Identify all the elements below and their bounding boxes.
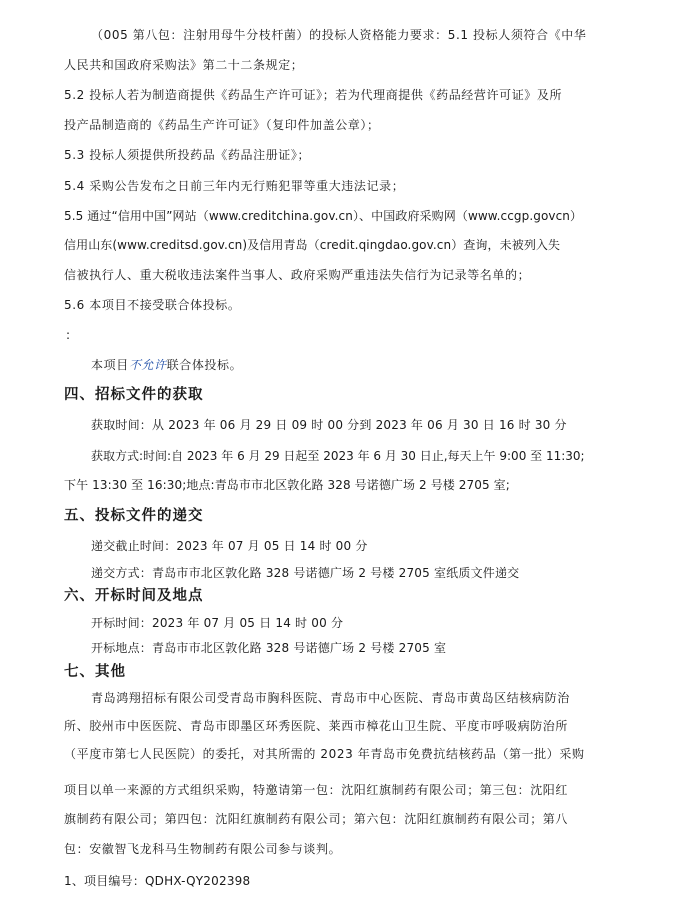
consortium-suffix: 联合体投标。 [166,358,243,372]
qualification-5-6: 5.6 本项目不接受联合体投标。 [64,298,241,312]
section-6-heading: 六、开标时间及地点 [64,588,204,604]
qualification-5-2-line-2: 投产品制造商的《药品生产许可证》（复印件加盖公章）； [64,118,380,132]
project-number: 1、项目编号：QDHX-QY202398 [64,874,251,888]
qualification-5-5-line-1: 5.5 通过“信用中国”网站（www.creditchina.gov.cn）、中国政府采购网（www.ccgp.govcn） [64,209,583,223]
section-7-line-2: 所、胶州市中医医院、青岛市即墨区环秀医院、莱西市樟花山卫生院、平度市呼吸病防治所 [64,719,569,733]
section-4-heading: 四、招标文件的获取 [64,387,204,403]
qualification-5-4: 5.4 采购公告发布之日前三年内无行贿犯罪等重大违法记录； [64,179,405,193]
section-5-deadline: 递交截止时间：2023 年 07 月 05 日 14 时 00 分 [91,539,368,553]
section-5-heading: 五、投标文件的递交 [64,508,204,524]
colon-mark: : [66,328,71,342]
qualification-5-3: 5.3 投标人须提供所投药品《药品注册证》； [64,148,311,162]
qualification-intro-line-1: （005 第八包：注射用母牛分枝杆菌）的投标人资格能力要求：5.1 投标人须符合《中华 [91,28,587,42]
consortium-prefix: 本项目 [91,358,129,372]
consortium-value: 不允许 [128,358,167,372]
section-4-time: 获取时间：从 2023 年 06 月 29 日 09 时 00 分到 2023 年 06 月 30 日 16 时 30 分 [91,418,567,432]
qualification-5-5-line-3: 信被执行人、重大税收违法案件当事人、政府采购严重违法失信行为记录等名单的； [64,268,531,282]
section-7-line-6: 包：安徽智飞龙科马生物制药有限公司参与谈判。 [64,842,342,856]
section-4-method-line-1: 获取方式:时间:自 2023 年 6 月 29 日起至 2023 年 6 月 30 日止,每天上午 9:00 至 11:30; [91,449,585,463]
qualification-intro-line-2: 人民共和国政府采购法》第二十二条规定； [64,58,304,72]
section-7-line-3: （平度市第七人民医院）的委托，对其所需的 2023 年青岛市免费抗结核药品（第一批）采购 [64,747,585,761]
consortium-line [91,357,242,373]
section-7-line-5: 旗制药有限公司；第四包：沈阳红旗制药有限公司；第六包：沈阳红旗制药有限公司；第八 [64,812,569,826]
section-7-line-1: 青岛鸿翔招标有限公司受青岛市胸科医院、青岛市中心医院、青岛市黄岛区结核病防治 [91,691,570,705]
section-5-method: 递交方式：青岛市市北区敦化路 328 号诺德广场 2 号楼 2705 室纸质文件递交 [91,566,520,580]
section-7-heading: 七、其他 [64,664,126,680]
qualification-5-5-line-2: 信用山东(www.creditsd.gov.cn)及信用青岛（credit.qingdao.gov.cn）查询，未被列入失 [64,238,561,252]
section-4-method-line-2: 下午 13:30 至 16:30;地点:青岛市市北区敦化路 328 号诺德广场 2 号楼 2705 室; [64,478,510,492]
section-7-line-4: 项目以单一来源的方式组织采购，特邀请第一包：沈阳红旗制药有限公司；第三包：沈阳红 [64,783,569,797]
section-6-place: 开标地点：青岛市市北区敦化路 328 号诺德广场 2 号楼 2705 室 [91,641,447,655]
qualification-5-2-line-1: 5.2 投标人若为制造商提供《药品生产许可证》；若为代理商提供《药品经营许可证》及所 [64,88,563,102]
section-6-time: 开标时间：2023 年 07 月 05 日 14 时 00 分 [91,616,344,630]
